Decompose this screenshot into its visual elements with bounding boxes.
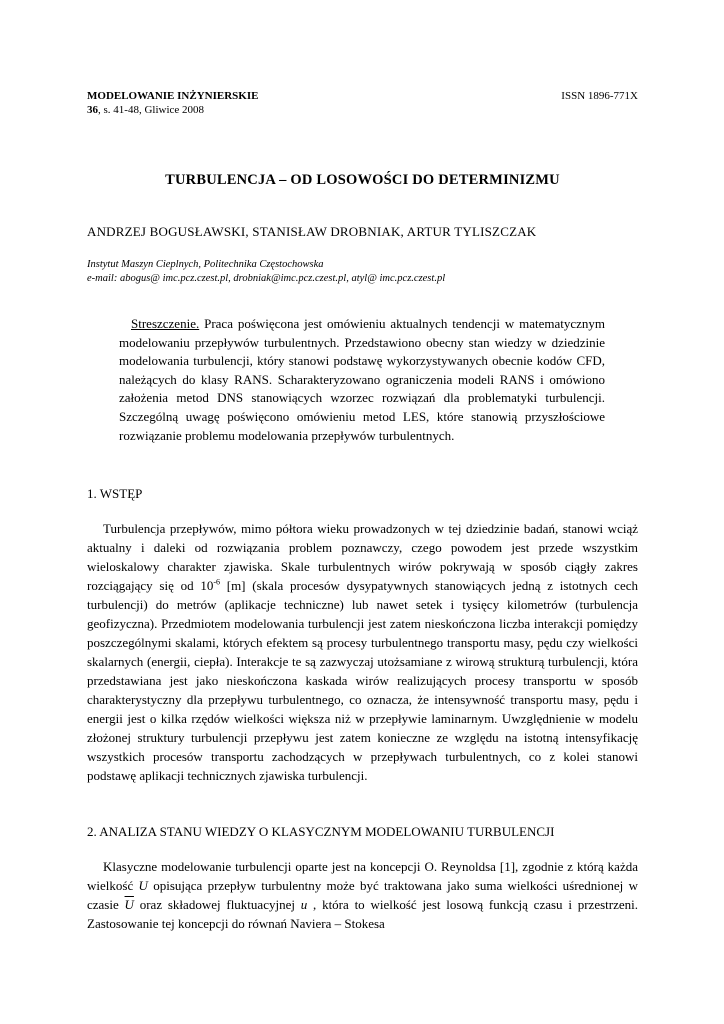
abstract [119, 315, 605, 445]
affiliation [87, 258, 445, 286]
analysis-text-d: , która to wielkość jest losową funkcją czasu i przestrzeni. Zastosowanie tej koncepcji do równań Naviera – Stokesa [87, 897, 638, 931]
journal-name: MODELOWANIE INŻYNIERSKIE [87, 90, 259, 102]
symbol-u: u [300, 897, 308, 912]
journal-pages: , s. 41-48, Gliwice 2008 [98, 104, 205, 116]
journal-volume: 36 [87, 104, 98, 116]
journal-header [87, 89, 258, 117]
analysis-paragraph [87, 857, 638, 933]
section-heading-intro: 1. WSTĘP [87, 486, 143, 501]
analysis-text-a: Klasyczne modelowanie turbulencji oparte jest na koncepcji O. Reynoldsa [1], zgodnie z którą każda wielkość [87, 859, 638, 893]
intro-text-b: [m] (skala procesów dysypatywnych stanowiących jedną z istotnych cech turbulencji) do metrów (aplikacje techniczne) lub nawet setek i tysięcy kilometrów (turbulencja geofizyczna). Przedmiotem modelowania turbulencji jest zatem nieskończona liczba interakcji pomiędzy poszczególnymi skalami, których efektem są procesy turbulentnego transportu masy, pędu czy wielkości skalarnych (energii, ciepła). Interakcje te są zazwyczaj utożsamiane z wirową strukturą turbulencji, która przedstawiana jest jako nieskończona kaskada wirów realizujących procesy transportu w sposób charakterystyczny dla przepływu turbulentnego, co oznacza, że intensywność transportu masy, pędu i energii jest o kilka rzędów wielkości większa niż w przepływie laminarnym. Uwzględnienie w modelu złożonej struktury turbulencji przepływu jest zatem konieczne ze względu na istotną intensyfikację wszystkich procesów transportu zachodzących w przepływach turbulentnych, co z kolei stanowi podstawę aplikacji technicznych zjawiska turbulencji. [87, 578, 638, 783]
issn: ISSN 1896-771X [561, 90, 638, 102]
institute: Instytut Maszyn Cieplnych, Politechnika Częstochowska [87, 259, 324, 270]
intro-paragraph [87, 519, 638, 785]
analysis-text-c: oraz składowej fluktuacyjnej [133, 897, 301, 912]
abstract-label: Streszczenie. [131, 316, 200, 331]
email-line: e-mail: abogus@ imc.pcz.czest.pl, drobniak@imc.pcz.czest.pl, atyl@ imc.pcz.czest.pl [87, 273, 446, 284]
symbol-U-bar: $\overline{U}$ [124, 897, 134, 912]
section-heading-analysis: 2. ANALIZA STANU WIEDZY O KLASYCZNYM MODELOWANIU TURBULENCJI [87, 824, 555, 839]
authors: ANDRZEJ BOGUSŁAWSKI, STANISŁAW DROBNIAK, ARTUR TYLISZCZAK [87, 224, 537, 239]
intro-text-a: Turbulencja przepływów, mimo półtora wieku prowadzonych w tej dziedzinie badań, stanowi wciąż aktualny i daleki od rozwiązania problem poznawczy, czego powodem jest przede wszystkim wieloskalowy charakter zjawiska. Skale turbulentnych wirów pokrywają w sposób ciągły zakres rozciągający się od 10 [87, 521, 638, 593]
intro-exponent: -6 [213, 577, 220, 587]
journal-issue [87, 103, 258, 117]
abstract-text: Praca poświęcona jest omówieniu aktualnych tendencji w matematycznym modelowaniu przepływów turbulentnych. Przedstawiono obecny stan wiedzy w dziedzinie modelowania turbulencji, który stanowi podstawę wykorzystywanych obecnie kodów CFD, należących do klasy RANS. Scharakteryzowano ograniczenia modeli RANS i omówiono założenia metod DNS stanowiących wzorzec rozwiązań dla problematyki turbulencji. Szczególną uwagę poświęcono omówieniu metod LES, które stanowią przyszłościowe rozwiązanie problemu modelowania przepływów turbulentnych. [119, 316, 605, 443]
symbol-U: U [138, 878, 148, 893]
paper-title: TURBULENCJA – OD LOSOWOŚCI DO DETERMINIZMU [165, 172, 560, 188]
analysis-text-b: opisująca przepływ turbulentny może być traktowana jako suma wielkości uśrednionej w czasie [87, 878, 638, 912]
